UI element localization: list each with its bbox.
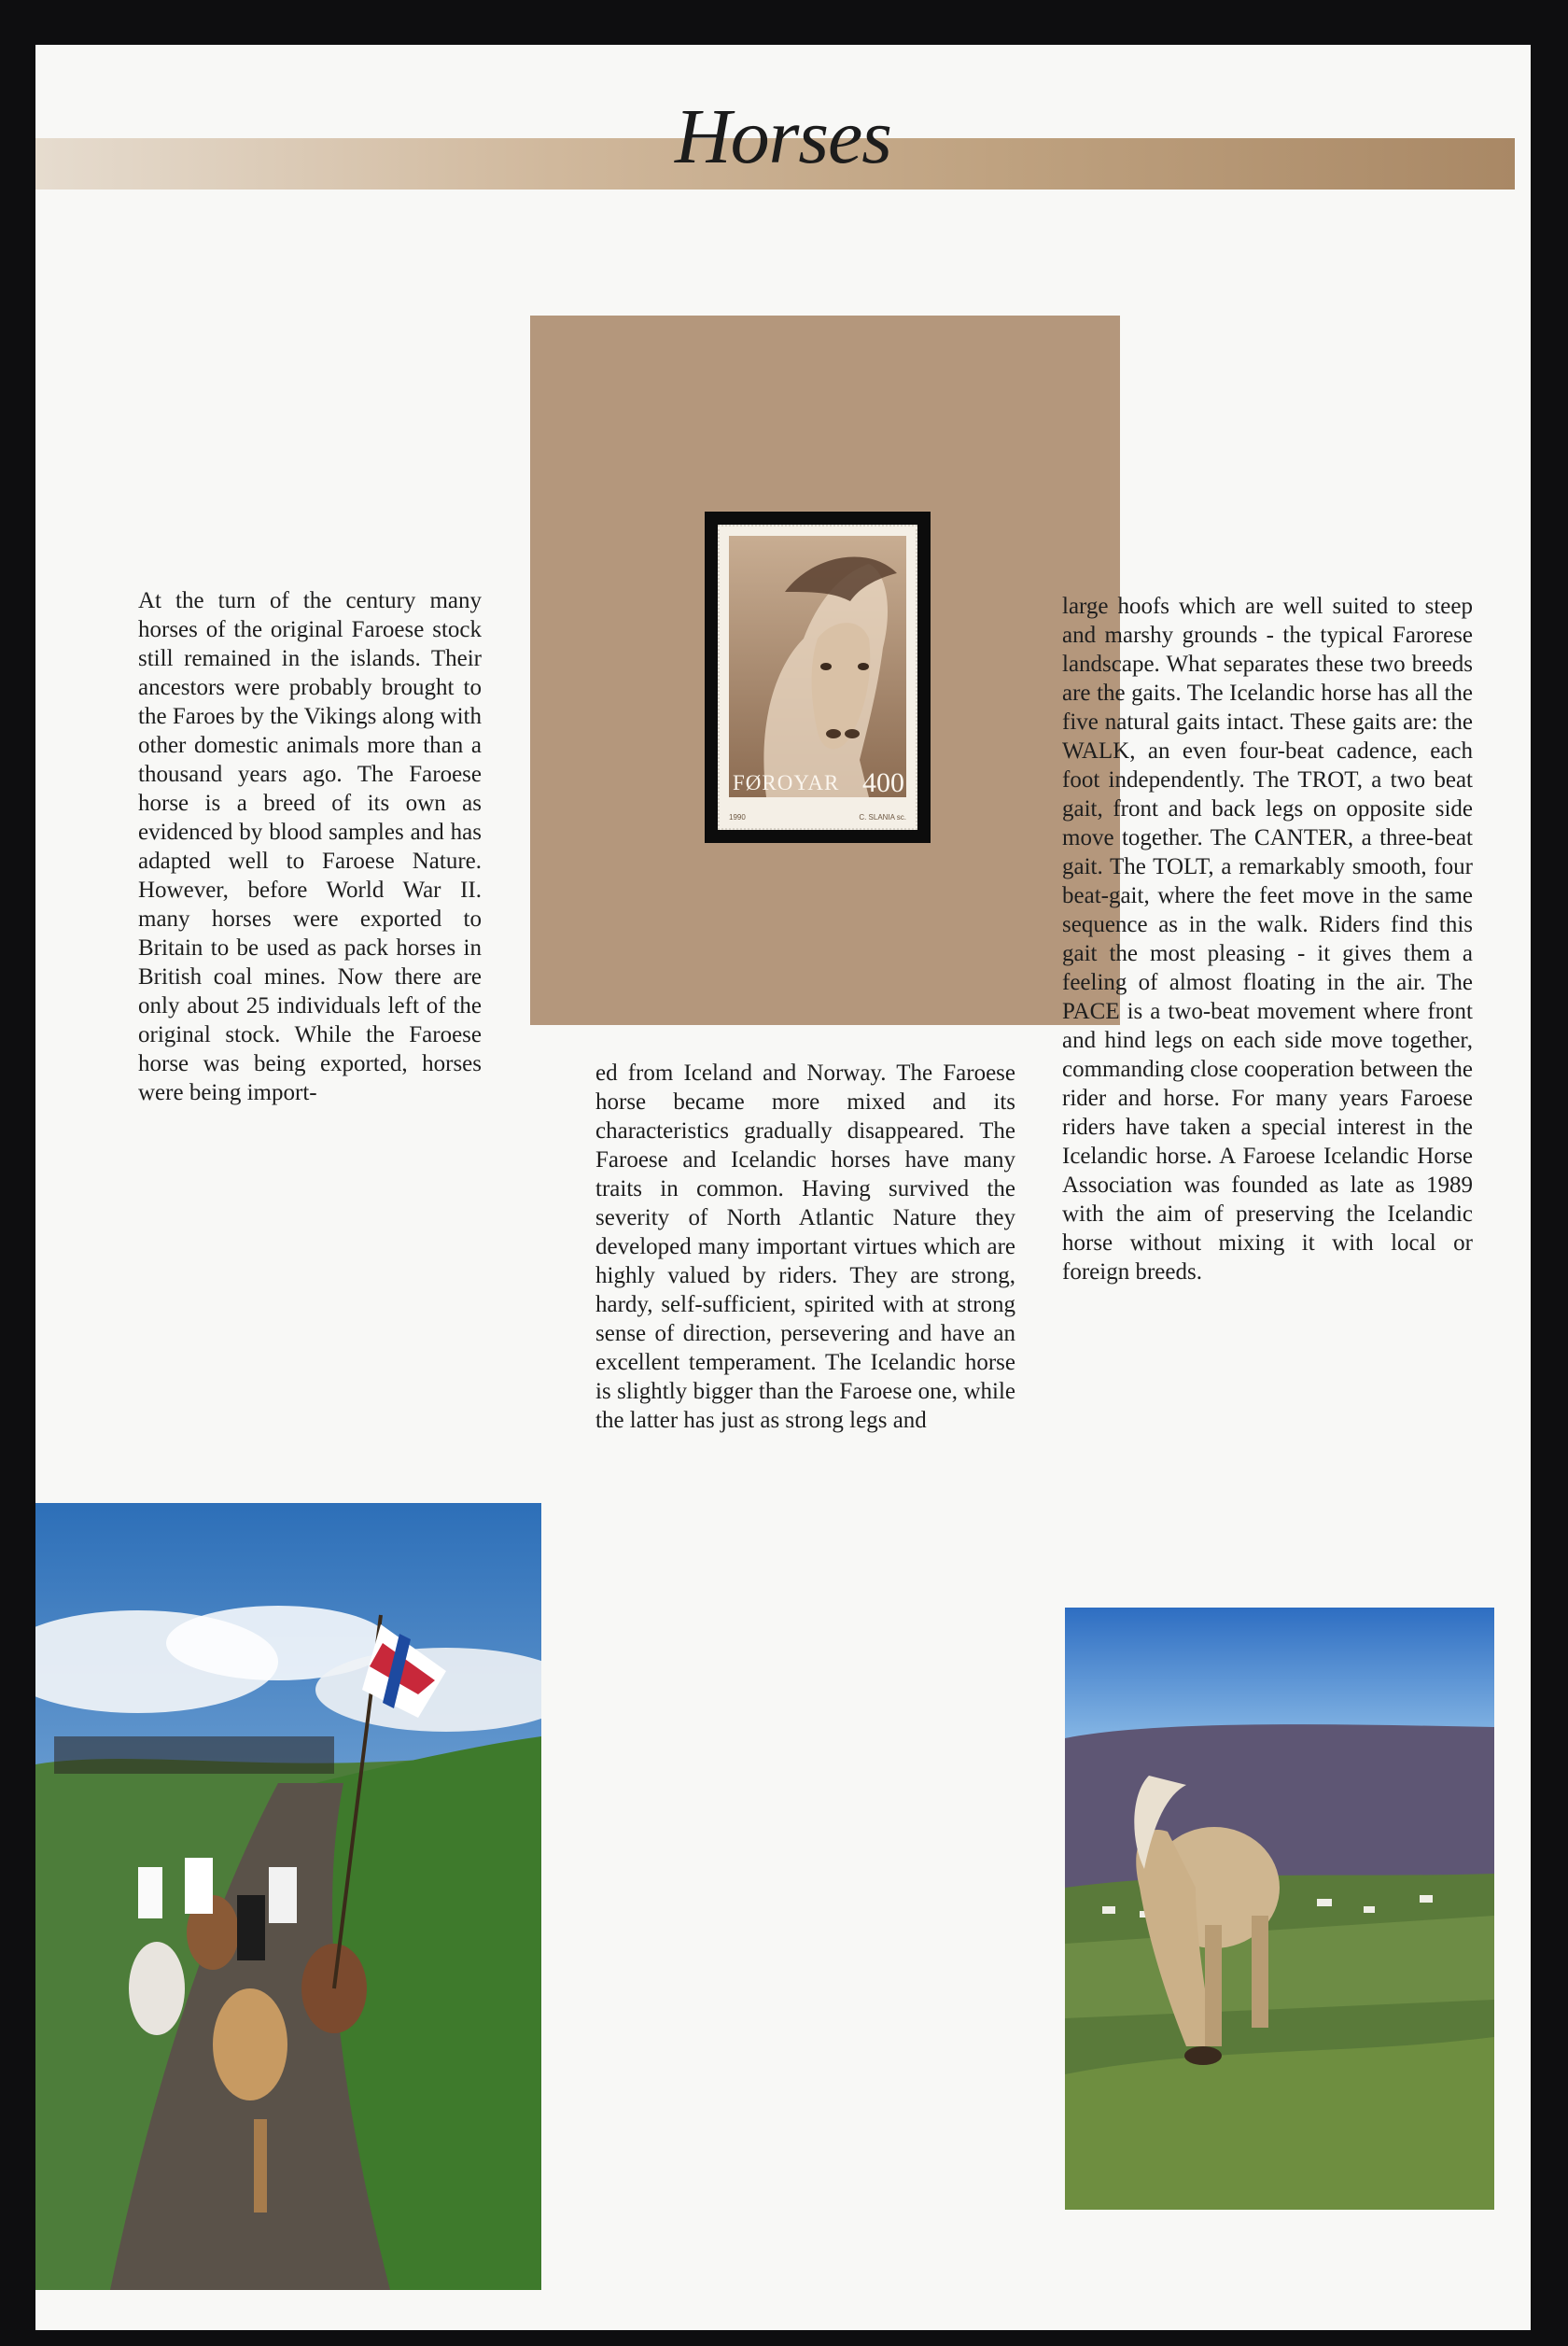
stamp-caption [729, 813, 906, 824]
riders-procession-photo [35, 1503, 541, 2290]
album-page [35, 45, 1531, 2330]
postage-stamp [718, 525, 917, 830]
grazing-horse-photo [1065, 1608, 1494, 2210]
text-column-1: At the turn of the century many horses of the original Faroese stock still remained in the islands. Their ancestors were probably brought to the Faroes by the Vikings along with other domestic animals more than a thousand years ago. The Faroese horse is a breed of its own as evidenced by blood samples and has adapted well to Faroese Nature. However, before World War II. many horses were exported to Britain to be used as pack horses in British coal mines. Now there are only about 25 individuals left of the original stock. While the Faroese horse was being exported, horses were being import- [138, 588, 482, 1105]
stamp-holder-strip [705, 512, 931, 843]
stamp-mount [530, 316, 1120, 1025]
stamp-country-label: FØROYAR [733, 771, 840, 794]
page-title: Horses [674, 93, 891, 180]
stamp-year: 1990 [729, 813, 746, 822]
stamp-face-value: 400 [862, 767, 904, 798]
stamp-engraver: C. SLANIA sc. [859, 813, 906, 822]
text-column-2: ed from Iceland and Norway. The Faroese horse became more mixed and its characteristics gradually disappeared. The Faroese and Icelandic horses have many traits in common. Having survived the severity of North Atlantic Nature they developed many important virtues which are highly valued by riders. They are strong, hardy, self-sufficient, spirited with at strong sense of direction, persevering and have an excellent temperament. The Icelandic horse is slightly bigger than the Faroese one, while the latter has just as strong legs and [595, 1061, 1015, 1433]
horse-portrait-engraving [729, 536, 906, 797]
text-column-3: large hoofs which are well suited to steep and marshy grounds - the typical Farorese landscape. What separates these two breeds are the gaits. The Icelandic horse has all the five natural gaits intact. These gaits are: the WALK, an even four-beat cadence, each foot independently. The TROT, a two beat gait, front and back legs on opposite side move together. The CANTER, a three-beat gait. The TOLT, a remarkably smooth, four beat-gait, where the feet move in the same sequence as in the walk. Riders find this gait the most pleasing - it gives them a feeling of almost floating in the air. The PACE is a two-beat movement where front and hind legs on each side move together, commanding close cooperation between the rider and horse. For many years Faroese riders have taken a special interest in the Icelandic horse. A Faroese Icelandic Horse Association was founded as late as 1989 with the aim of preserving the Icelandic horse without mixing it with local or foreign breeds. [1062, 594, 1473, 1285]
